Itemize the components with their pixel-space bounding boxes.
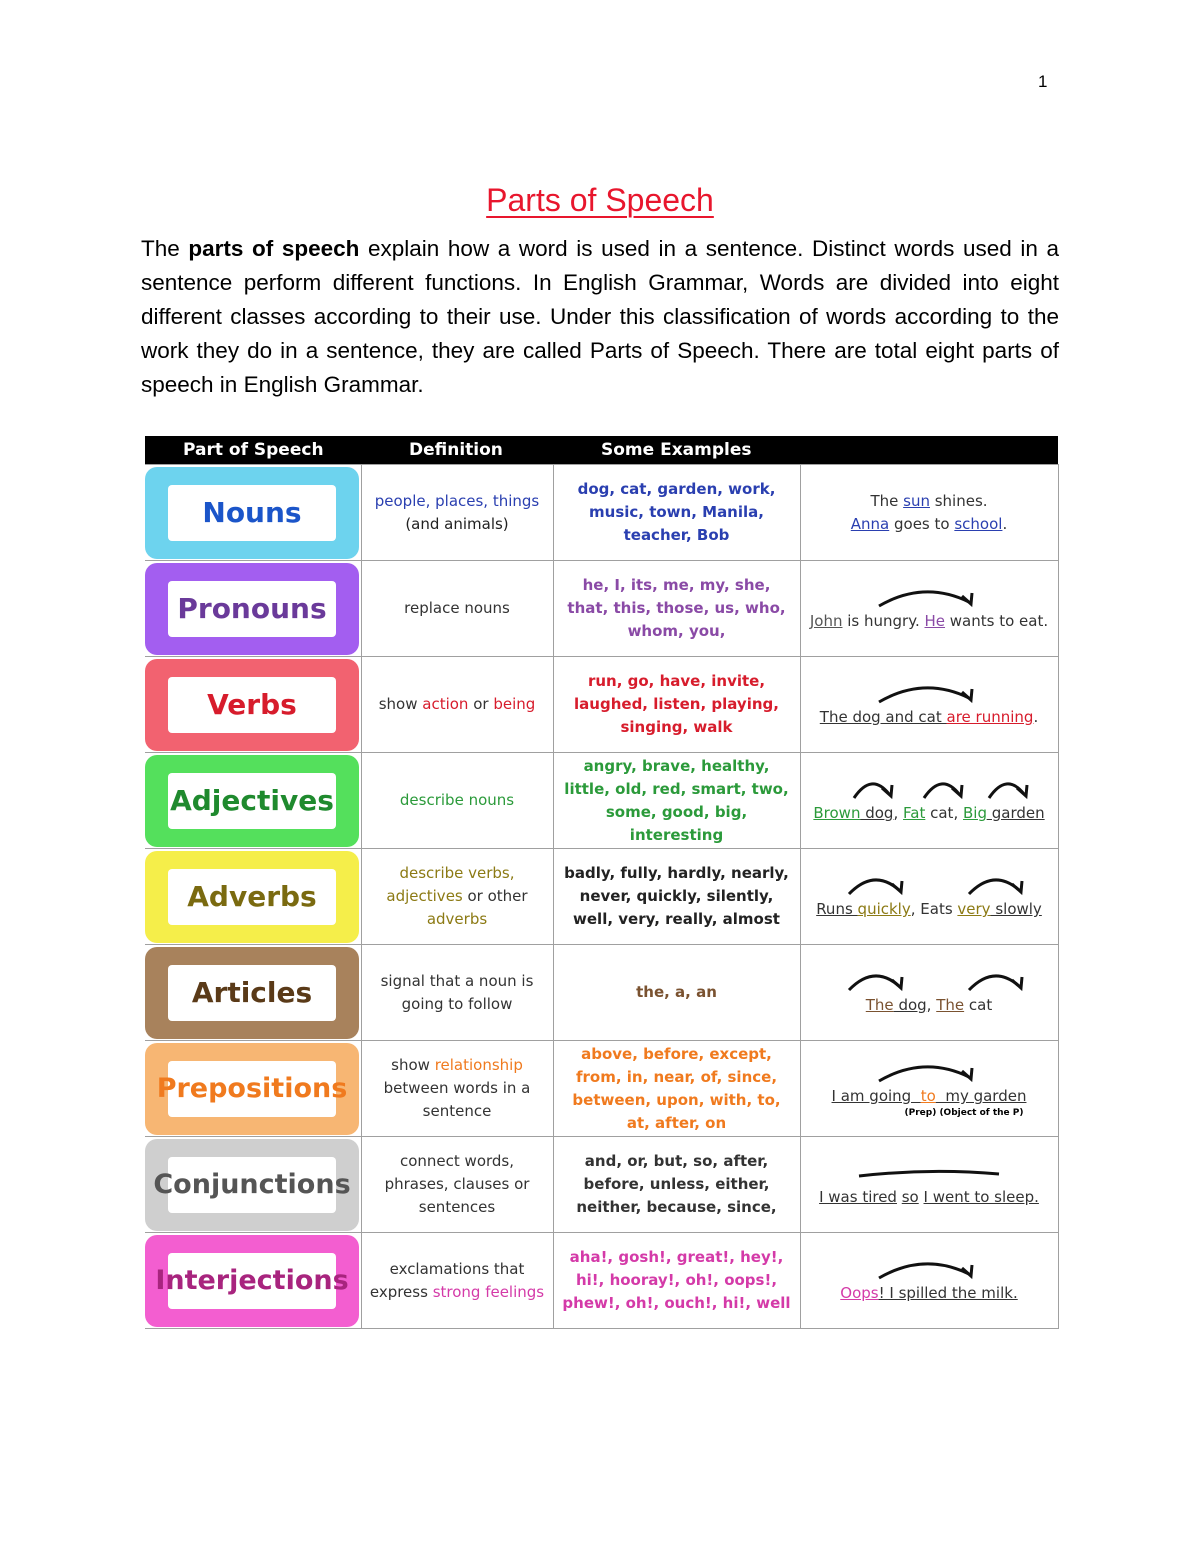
sentence-segment: shines. [929, 491, 988, 510]
examples-cell [553, 465, 800, 561]
definition-cell [361, 849, 553, 945]
highlight-box [145, 659, 359, 751]
sentence-segment: I went to sleep. [923, 1188, 1039, 1206]
definition-text: describe nouns [399, 791, 515, 809]
sentence-segment: I am going [831, 1087, 921, 1105]
definition-text: (and animals) [405, 514, 509, 533]
parts-of-speech-table [145, 436, 1059, 1329]
examples-cell [553, 945, 800, 1041]
sentence-segment: . [1002, 514, 1008, 533]
example-sentence [809, 1186, 1050, 1209]
examples-text: run, go, have, invite, laughed, listen, playing, singing, walk [574, 672, 779, 736]
definition-cell [361, 753, 553, 849]
definition-cell [361, 945, 553, 1041]
part-name-label: Conjunctions [168, 1157, 336, 1213]
definition-cell [361, 1137, 553, 1233]
sentence-segment: goes to [889, 514, 955, 533]
sentence-segment: He [924, 612, 946, 630]
sentence-segment: Runs [816, 900, 858, 918]
sentence-segment: slowly [990, 900, 1042, 918]
sentence-segment: cat [925, 804, 954, 822]
examples-cell [553, 657, 800, 753]
intro-lead: The [141, 236, 189, 261]
examples-text: dog, cat, garden, work, music, town, Manila, teacher, Bob [577, 480, 776, 544]
header-part-of-speech: Part of Speech [145, 436, 361, 465]
sentence-cell [800, 1233, 1058, 1329]
sentence-segment: Anna [850, 514, 890, 533]
sentence-segment: . [1033, 708, 1039, 726]
highlight-box [145, 851, 359, 943]
sentence-segment: Fat [903, 804, 926, 822]
intro-rest: explain how a word is used in a sentence. Distinct words used in a sentence perform different functions. In English Grammar, Words are divided into eight different classes according to their use. Under this classification of words according to the work they do in a sentence, they are called Parts of Speech. There are total eight parts of speech in English Grammar. [141, 236, 1059, 397]
sentence-segment: dog [860, 804, 894, 822]
sentence-segment: is hungry. [842, 612, 925, 630]
highlight-box [145, 467, 359, 559]
sentence-segment: , [926, 996, 937, 1014]
highlight-box [145, 1043, 359, 1135]
sentence-segment: are running [946, 708, 1034, 726]
examples-text: aha!, gosh!, great!, hey!, hi!, hooray!, oh!, oops!, phew!, oh!, ouch!, hi!, well [562, 1248, 791, 1312]
sentence-segment: wants to eat. [945, 612, 1049, 630]
page-title: Parts of Speech [486, 182, 714, 218]
arrow-icon [819, 776, 1039, 802]
part-name-label: Interjections [168, 1253, 336, 1309]
highlight-box [145, 947, 359, 1039]
sentence-note: (Prep) (Object of the P) [904, 1108, 1024, 1118]
part-name-cell [145, 561, 361, 657]
examples-cell [553, 1233, 800, 1329]
example-sentence [809, 994, 1050, 1017]
intro-paragraph [141, 232, 1059, 402]
sentence-segment: sun [903, 491, 930, 510]
definition-cell [361, 561, 553, 657]
part-name-cell [145, 849, 361, 945]
definition-cell [361, 1233, 553, 1329]
arrow-icon [819, 872, 1039, 898]
examples-text: the, a, an [636, 983, 717, 1001]
definition-text: or [468, 695, 494, 713]
sentence-segment: cat [964, 996, 993, 1014]
definition-text: relationship [434, 1056, 523, 1074]
highlight-box [145, 755, 359, 847]
example-sentence [809, 610, 1050, 633]
sentence-segment: to [920, 1087, 936, 1105]
examples-text: badly, fully, hardly, nearly, never, quickly, silently, well, very, really, almost [564, 864, 789, 928]
header-sentence [800, 436, 1058, 465]
part-name-label: Articles [168, 965, 336, 1021]
part-name-cell [145, 1233, 361, 1329]
examples-cell [553, 1041, 800, 1137]
definition-text: action [422, 695, 469, 713]
sentence-segment: The [865, 996, 894, 1014]
definition-cell [361, 657, 553, 753]
highlight-box [145, 563, 359, 655]
part-name-cell [145, 945, 361, 1041]
example-sentence [809, 802, 1050, 825]
part-name-label: Adverbs [168, 869, 336, 925]
definition-text: people, places, things [374, 491, 540, 510]
table-row [145, 561, 1058, 657]
arrow-icon [819, 1160, 1039, 1186]
part-name-label: Prepositions [168, 1061, 336, 1117]
sentence-segment: Brown [813, 804, 861, 822]
sentence-segment: I was tired [819, 1188, 897, 1206]
definition-text: or other [462, 887, 528, 905]
definition-text: show [391, 1056, 435, 1074]
example-sentence [809, 1085, 1050, 1108]
table-row [145, 753, 1058, 849]
sentence-cell [800, 849, 1058, 945]
sentence-segment: very [957, 900, 991, 918]
sentence-segment: , [893, 804, 904, 822]
sentence-segment: quickly [857, 900, 911, 918]
sentence-segment: garden [986, 804, 1045, 822]
sentence-cell [800, 1041, 1058, 1137]
header-examples: Some Examples [553, 436, 800, 465]
intro-bold-term: parts of speech [188, 236, 360, 261]
sentence-cell [800, 753, 1058, 849]
arrow-icon [819, 968, 1039, 994]
part-name-label: Pronouns [168, 581, 336, 637]
sentence-segment: The [870, 491, 904, 510]
definition-text: adverbs [426, 910, 488, 928]
sentence-segment: Oops [840, 1284, 879, 1302]
examples-text: and, or, but, so, after, before, unless, either, neither, because, since, [576, 1152, 777, 1216]
table-row [145, 945, 1058, 1041]
definition-text: between words in a sentence [383, 1079, 531, 1120]
sentence-segment: school [954, 514, 1003, 533]
definition-text: show [378, 695, 423, 713]
sentence-segment: Big [962, 804, 987, 822]
part-name-label: Nouns [168, 485, 336, 541]
page-number: 1 [1038, 72, 1048, 91]
table-header-row [145, 436, 1058, 465]
highlight-box [145, 1139, 359, 1231]
arrow-icon [819, 1256, 1039, 1282]
definition-cell [361, 465, 553, 561]
definition-text: exclamations that express [369, 1259, 525, 1301]
sentence-segment: ! I spilled the milk. [878, 1284, 1018, 1302]
definition-text: connect words, phrases, clauses or sentences [384, 1152, 530, 1216]
definition-text: signal that a noun is going to follow [380, 971, 534, 1013]
example-sentence [809, 898, 1050, 921]
sentence-segment: , Eats [910, 900, 958, 918]
examples-cell [553, 1137, 800, 1233]
sentence-segment: John [809, 612, 843, 630]
table-row [145, 465, 1058, 561]
example-sentence [809, 490, 1050, 536]
part-name-cell [145, 753, 361, 849]
definition-text: describe verbs, adjectives [386, 864, 515, 905]
part-name-cell [145, 657, 361, 753]
header-definition: Definition [361, 436, 553, 465]
table-row [145, 1233, 1058, 1329]
sentence-segment: so [901, 1188, 919, 1206]
part-name-cell [145, 1041, 361, 1137]
sentence-cell [800, 1137, 1058, 1233]
sentence-segment: dog [893, 996, 927, 1014]
table-row [145, 849, 1058, 945]
examples-text: above, before, except, from, in, near, of, since, between, upon, with, to, at, after, on [572, 1044, 781, 1132]
example-sentence [809, 706, 1050, 729]
sentence-segment: my garden [935, 1087, 1027, 1105]
example-sentence [809, 1282, 1050, 1305]
part-name-cell [145, 1137, 361, 1233]
definition-text: replace nouns [404, 599, 510, 617]
sentence-segment: The dog and cat [819, 708, 947, 726]
sentence-cell [800, 561, 1058, 657]
table-body [145, 465, 1058, 1329]
highlight-box [145, 1235, 359, 1327]
sentence-cell [800, 465, 1058, 561]
part-name-label: Adjectives [168, 773, 336, 829]
arrow-icon [819, 584, 1039, 610]
sentence-segment: The [936, 996, 965, 1014]
sentence-cell [800, 657, 1058, 753]
sentence-segment: , [953, 804, 963, 822]
table-row [145, 657, 1058, 753]
examples-cell [553, 849, 800, 945]
sentence-cell [800, 945, 1058, 1041]
definition-text: strong feelings [432, 1282, 545, 1301]
arrow-icon [819, 1059, 1039, 1085]
part-name-cell [145, 465, 361, 561]
examples-text: he, I, its, me, my, she, that, this, those, us, who, whom, you, [567, 576, 786, 640]
arrow-icon [819, 680, 1039, 706]
examples-text: angry, brave, healthy, little, old, red, smart, two, some, good, big, interesting [564, 756, 789, 844]
examples-cell [553, 753, 800, 849]
table-row [145, 1137, 1058, 1233]
definition-text: being [493, 695, 536, 713]
table-row [145, 1041, 1058, 1137]
examples-cell [553, 561, 800, 657]
part-name-label: Verbs [168, 677, 336, 733]
definition-cell [361, 1041, 553, 1137]
